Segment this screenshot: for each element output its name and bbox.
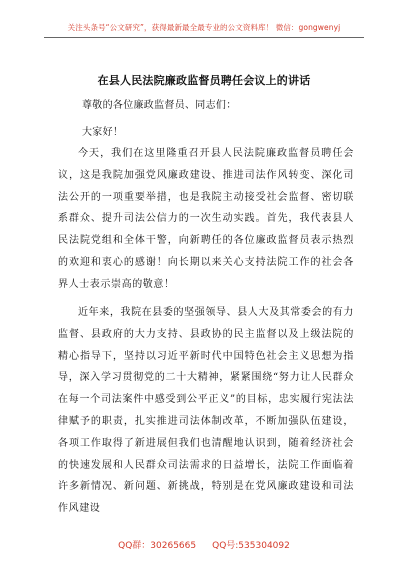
greeting: 大家好！ — [82, 127, 124, 138]
salutation: 尊敬的各位廉政监督员、同志们： — [82, 100, 237, 111]
body-paragraph: 近年来，我院在县委的坚强领导、县人大及其常委会的有力监督、县政府的大力支持、县政协的民主监督以及上级法院的精心指导下，坚持以习近平新时代中国特色社会主义思想为指导，深入学习贯彻党的二十大精神，紧紧围绕“努力让人民群众在每一个司法案件中感受到公平正义”的目标，忠实履行宪法法律赋予的职责，扎实推进司法体制改革，不断加强队伍建设，各项工作取得了新进展但我们也清醒地认识到，随着经济社会的快速发展和人民群众司法需求的日益增长，法院工作面临着许多新情况、新问题、新挑战，特别是在党风廉政建设和司法作风建设 — [58, 307, 354, 515]
qq-number-text: QQ号:535304092 — [212, 541, 290, 551]
header-divider — [44, 37, 364, 38]
document-title: 在县人民法院廉政监督员聘任会议上的讲话 — [97, 74, 311, 87]
header-banner: 关注头条号“公文研究”，获得最新最全最专业的公文资料库！ 微信：gongwenyj — [67, 23, 341, 32]
body-paragraph: 今天，我们在这里隆重召开县人民法院廉政监督员聘任会议，这是我院加强党风廉政建设、推进司法作风转变、深化司法公开的一项重要举措，也是我院主动接受社会监督、密切联系群众、提升司法公信力的一次生动实践。首先，我代表县人民法院党组和全体干警，向新聘任的各位廉政监督员表示热烈的欢迎和衷心的感谢！向长期以来关心支持法院工作的社会各界人士表示崇高的敬意！ — [58, 148, 354, 290]
qq-group-text: QQ群：30265665 — [118, 541, 197, 551]
footer-contact — [0, 538, 408, 551]
